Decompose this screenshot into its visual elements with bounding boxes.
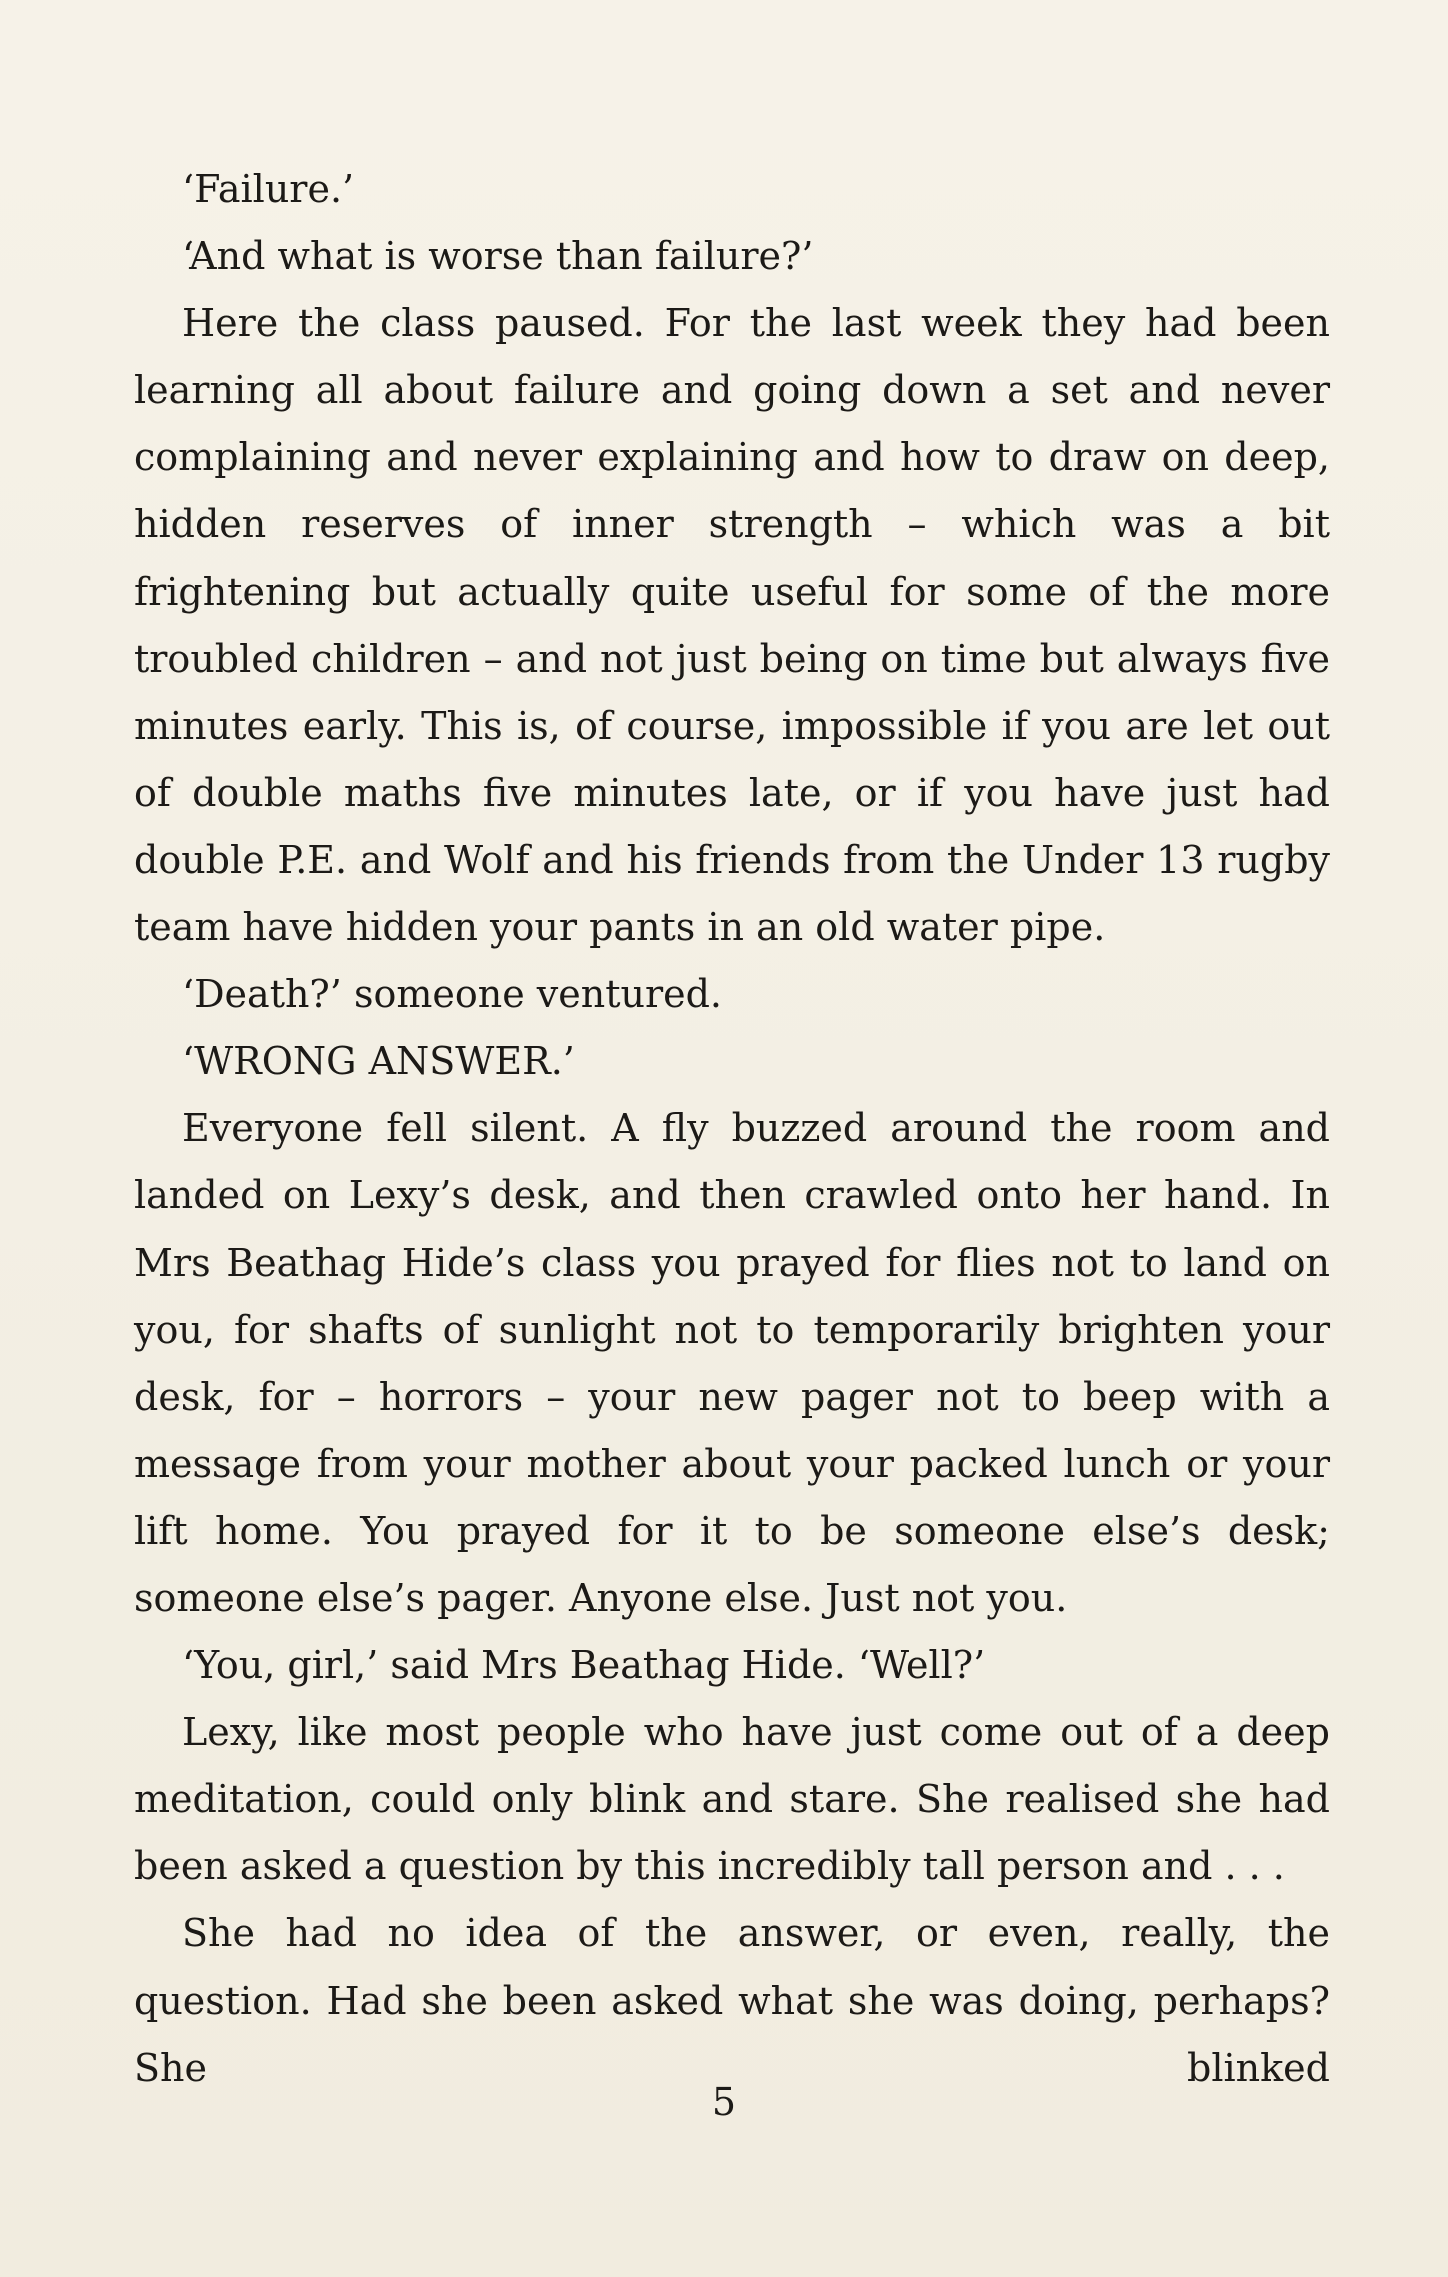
body-text (134, 156, 1330, 2102)
paragraph-worse-than-failure: ‘And what is worse than failure?’ (182, 234, 814, 279)
paragraph-wrong-answer: ‘WRONG ANSWER.’ (182, 1039, 575, 1084)
paragraph-fell-silent: Everyone fell silent. A fly buzzed around the room and landed on Lexy’s desk, and then crawled onto her hand. In Mrs Beathag Hide’s class you prayed for flies not to land on you, for shafts of sunlight not to temporarily brighten your desk, for – horrors – your new pager not to beep with a message from your mother about your packed lunch or your lift home. You prayed for it to be someone else’s desk; someone else’s pager. Anyone else. Just not you. (134, 1106, 1330, 1620)
paragraph-class-paused: Here the class paused. For the last week they had been learning all about failure and going down a set and never complaining and never explaining and how to draw on deep, hidden reserves of inner strength – which was a bit frightening but actually quite useful for some of the more troubled children – and not just being on time but always five minutes early. This is, of course, impossible if you are let out of double maths five minutes late, or if you have just had double P.E. and Wolf and his friends from the Under 13 rugby team have hidden your pants in an old water pipe. (134, 301, 1330, 950)
paragraph-no-idea: She had no idea of the answer, or even, really, the question. Had she been asked what she was doing, perhaps? She blinked (134, 1911, 1330, 2090)
paragraph-death: ‘Death?’ someone ventured. (182, 972, 723, 1017)
paragraph-you-girl: ‘You, girl,’ said Mrs Beathag Hide. ‘Well?’ (182, 1643, 986, 1688)
paragraph-failure: ‘Failure.’ (182, 167, 355, 211)
paragraph-lexy-meditation: Lexy, like most people who have just come out of a deep meditation, could only blink and stare. She realised she had been asked a question by this incredibly tall person and . . . (134, 1710, 1330, 1889)
page-number: 5 (711, 2080, 737, 2124)
